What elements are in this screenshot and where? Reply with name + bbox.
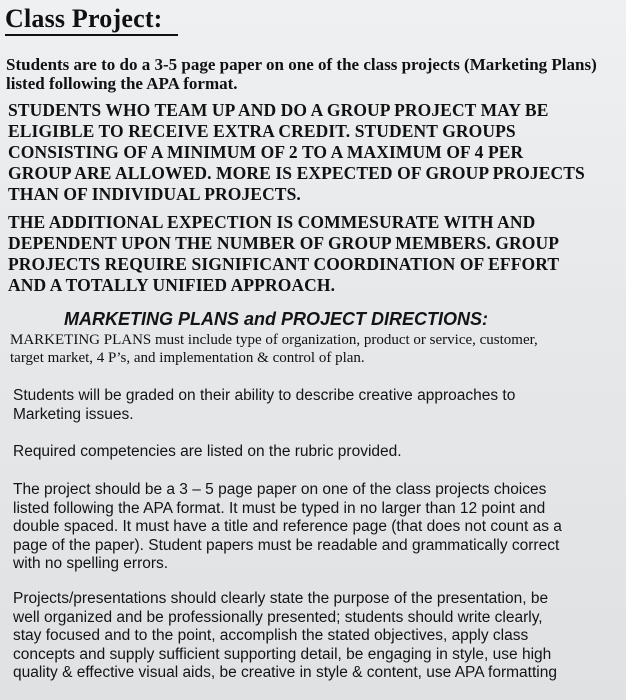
competencies-paragraph — [13, 443, 613, 462]
group-notice-line: THAN OF INDIVIDUAL PROJECTS. — [8, 184, 301, 204]
group-notice-line: STUDENTS WHO TEAM UP AND DO A GROUP PROJECT MAY BE — [8, 100, 549, 120]
expectation-notice-line: THE ADDITIONAL EXPECTION IS COMMESURATE WITH AND — [8, 212, 536, 232]
intro-line: Students are to do a 3-5 page paper on one of the class projects (Marketing Plans) — [6, 55, 597, 74]
title-underline — [5, 34, 178, 36]
paper-requirements-line: double spaced. It must have a title and reference page (that does not count as a — [13, 518, 562, 535]
intro-paragraph — [6, 55, 616, 93]
section-heading: MARKETING PLANS and PROJECT DIRECTIONS: — [64, 309, 489, 329]
paper-requirements-line: with no spelling errors. — [13, 555, 169, 572]
intro-line: listed following the APA format. — [6, 74, 238, 93]
grading-line: Marketing issues. — [13, 405, 134, 423]
presentation-requirements-paragraph — [13, 590, 613, 683]
marketing-plans-line: MARKETING PLANS must include type of organization, product or service, customer, — [10, 332, 538, 348]
paper-requirements-line: listed following the APA format. It must be typed in no larger than 12 point and — [13, 499, 546, 517]
expectation-notice-line: DEPENDENT UPON THE NUMBER OF GROUP MEMBERS. GROUP — [8, 233, 559, 253]
group-notice-line: GROUP ARE ALLOWED. MORE IS EXPECTED OF GROUP PROJECTS — [8, 163, 585, 183]
grading-line: Students will be graded on their ability to describe creative approaches to — [13, 387, 516, 404]
presentation-requirements-line: quality & effective visual aids, be creative in style & content, use APA formatting — [13, 664, 557, 681]
marketing-plans-line: target market, 4 P’s, and implementation & control of plan. — [10, 350, 365, 366]
grading-paragraph — [13, 387, 613, 424]
group-notice — [8, 100, 618, 205]
expectation-notice-line: PROJECTS REQUIRE SIGNIFICANT COORDINATION OF EFFORT — [8, 254, 560, 274]
page-title: Class Project: — [5, 4, 163, 33]
competencies-line: Required competencies are listed on the rubric provided. — [13, 443, 402, 460]
presentation-requirements-line: stay focused and to the point, accomplish the stated objectives, apply class — [13, 627, 529, 644]
group-notice-line: ELIGIBLE TO RECEIVE EXTRA CREDIT. STUDENT GROUPS — [8, 121, 516, 141]
presentation-requirements-line: Projects/presentations should clearly state the purpose of the presentation, be — [13, 590, 549, 607]
group-notice-line: CONSISTING OF A MINIMUM OF 2 TO A MAXIMUM OF 4 PER — [8, 142, 524, 162]
paper-requirements-line: page of the paper). Student papers must be readable and grammatically correct — [13, 536, 560, 554]
expectation-notice-line: AND A TOTALLY UNIFIED APPROACH. — [8, 275, 336, 295]
presentation-requirements-line: concepts and supply sufficient supporting detail, be engaging in style, use high — [13, 645, 552, 663]
marketing-plans-paragraph — [10, 331, 620, 367]
paper-requirements-paragraph — [13, 481, 613, 574]
presentation-requirements-line: well organized and be professionally presented; students should write clearly, — [13, 608, 543, 626]
paper-requirements-line: The project should be a 3 – 5 page paper on one of the class projects choices — [13, 481, 547, 498]
expectation-notice — [8, 212, 618, 296]
